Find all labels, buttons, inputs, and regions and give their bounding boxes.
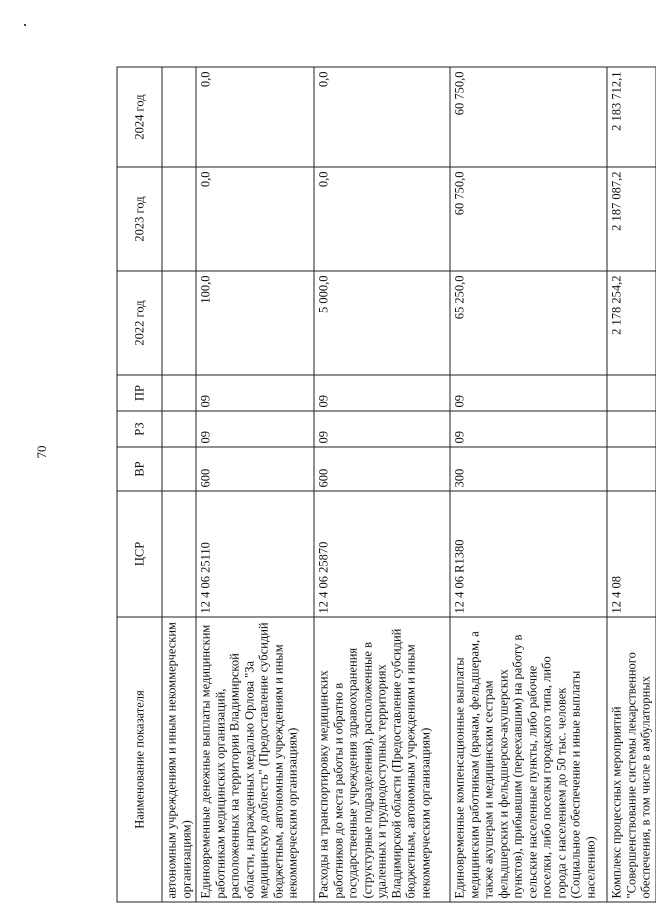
cell-csr: 12 4 06 R1380 <box>450 491 607 617</box>
cell-pr <box>607 375 656 411</box>
cell-vr: 600 <box>196 447 314 491</box>
cell-2023: 60 750,0 <box>450 167 607 271</box>
cell-2024 <box>162 67 196 167</box>
cell-pr: 09 <box>314 375 450 411</box>
cell-rz <box>607 411 656 447</box>
table-row <box>196 67 314 902</box>
table-header-row <box>117 67 162 902</box>
cell-csr <box>162 491 196 617</box>
cell-pr: 09 <box>450 375 607 411</box>
cell-name: Расходы на транспортировку медицинских работников до места работы и обратно в государственные учреждения здравоохранения (структурные подразделения), расположенные в удаленных и труднодоступных территориях Владимирской области (Предоставление субсидий бюджетным, автономным учреждениям и иным некоммерческим организациям) <box>314 617 450 902</box>
scan-dot <box>24 24 26 26</box>
cell-pr <box>162 375 196 411</box>
cell-rz: 09 <box>450 411 607 447</box>
header-vr: ВР <box>117 447 162 491</box>
budget-table-sheet <box>116 67 652 902</box>
cell-2024: 60 750,0 <box>450 67 607 167</box>
cell-2022: 5 000,0 <box>314 271 450 375</box>
cell-csr: 12 4 08 <box>607 491 656 617</box>
header-2024: 2024 год <box>117 67 162 167</box>
cell-csr: 12 4 06 25870 <box>314 491 450 617</box>
header-2023: 2023 год <box>117 167 162 271</box>
header-name: Наименование показателя <box>117 617 162 902</box>
cell-2022: 100,0 <box>196 271 314 375</box>
header-2022: 2022 год <box>117 271 162 375</box>
cell-vr <box>607 447 656 491</box>
cell-rz: 09 <box>314 411 450 447</box>
cell-2023: 0,0 <box>314 167 450 271</box>
table-row <box>607 67 656 902</box>
table-row <box>162 67 196 902</box>
table-row <box>314 67 450 902</box>
table-row <box>450 67 607 902</box>
cell-2022 <box>162 271 196 375</box>
cell-name: автономным учреждениям и иным некоммерческим организациям) <box>162 617 196 902</box>
budget-table <box>116 66 656 902</box>
cell-rz <box>162 411 196 447</box>
cell-name: Единовременные денежные выплаты медицинским работникам медицинских организаций, расположенных на территории Владимирской области, награжденных медалью Орлова "За медицинскую доблесть" (Предоставление субсидий бюджетным, автономным учреждениям и иным некоммерческим организациям) <box>196 617 314 902</box>
cell-vr: 600 <box>314 447 450 491</box>
cell-2024: 0,0 <box>196 67 314 167</box>
cell-name: Комплекс процессных мероприятий "Совершенствование системы лекарственного обеспечения, в том числе в амбулаторных <box>607 617 656 902</box>
cell-vr: 300 <box>450 447 607 491</box>
cell-2024: 0,0 <box>314 67 450 167</box>
cell-rz: 09 <box>196 411 314 447</box>
cell-2022: 65 250,0 <box>450 271 607 375</box>
cell-2023: 2 187 087,2 <box>607 167 656 271</box>
cell-2023: 0,0 <box>196 167 314 271</box>
cell-2022: 2 178 254,2 <box>607 271 656 375</box>
cell-csr: 12 4 06 25110 <box>196 491 314 617</box>
header-csr: ЦСР <box>117 491 162 617</box>
cell-vr <box>162 447 196 491</box>
page-number: 70 <box>34 445 49 459</box>
cell-2024: 2 183 712,1 <box>607 67 656 167</box>
header-pr: ПР <box>117 375 162 411</box>
cell-name: Единовременные компенсационные выплаты медицинским работникам (врачам, фельдшерам, а также акушерам и медицинским сестрам фельдшерских и фельдшерско-акушерских пунктов), прибывшим (переехавшим) на работу в сельские населенные пункты, либо рабочие поселки, либо поселки городского типа, либо города с населением до 50 тыс. человек (Социальное обеспечение и иные выплаты населению) <box>450 617 607 902</box>
header-rz: РЗ <box>117 411 162 447</box>
cell-2023 <box>162 167 196 271</box>
cell-pr: 09 <box>196 375 314 411</box>
